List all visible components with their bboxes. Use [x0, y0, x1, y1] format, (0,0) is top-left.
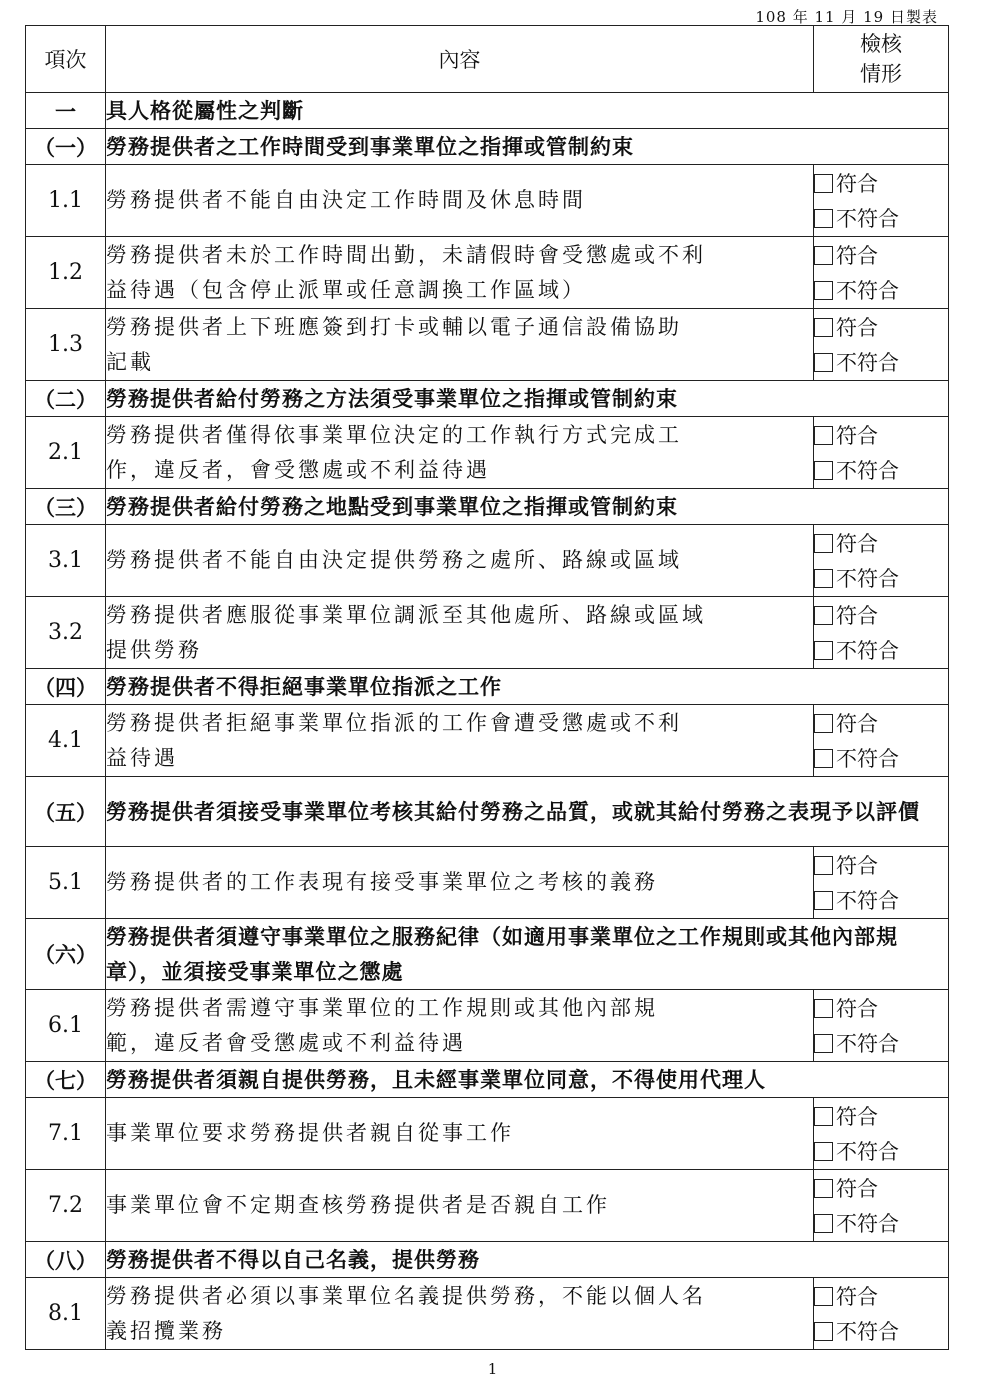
checkbox-nonconform-option[interactable]: [814, 561, 948, 596]
item-number: 6.1: [26, 990, 106, 1062]
check-cell: [814, 165, 949, 237]
item-row: [26, 165, 949, 237]
checkbox-nonconform-option[interactable]: [814, 453, 948, 488]
section-title: 勞務提供者給付勞務之方法須受事業單位之指揮或管制約束: [106, 381, 949, 417]
checkbox-conform-label: 符合: [836, 1177, 878, 1201]
table-header-row: [26, 26, 949, 93]
item-text-line: 勞務提供者必須以事業單位名義提供勞務，不能以個人名: [106, 1283, 706, 1308]
item-number: 1.3: [26, 309, 106, 381]
item-text-line: 勞務提供者應服從事業單位調派至其他處所、路線或區域: [106, 602, 706, 627]
checkbox-nonconform-option[interactable]: [814, 1206, 948, 1241]
checkbox-nonconform[interactable]: [814, 1034, 833, 1053]
checkbox-conform-option[interactable]: [814, 848, 948, 883]
checkbox-nonconform-label: 不符合: [836, 889, 899, 913]
checkbox-conform[interactable]: [814, 534, 833, 553]
section-row: [26, 669, 949, 705]
item-text-line: 益待遇: [106, 745, 178, 770]
checkbox-conform-label: 符合: [836, 997, 878, 1021]
section-number: （一）: [26, 129, 106, 165]
section-number: （六）: [26, 919, 106, 990]
checkbox-conform[interactable]: [814, 1287, 833, 1306]
checkbox-nonconform-option[interactable]: [814, 741, 948, 776]
item-number: 8.1: [26, 1278, 106, 1350]
item-text-line: 勞務提供者不能自由決定提供勞務之處所、路線或區域: [106, 548, 682, 572]
item-row: [26, 990, 949, 1062]
checkbox-nonconform-label: 不符合: [836, 459, 899, 483]
checkbox-nonconform[interactable]: [814, 1214, 833, 1233]
section-number: 一: [26, 93, 106, 129]
section-number: （三）: [26, 489, 106, 525]
checkbox-conform-option[interactable]: [814, 598, 948, 633]
item-text-line: 事業單位會不定期查核勞務提供者是否親自工作: [106, 1193, 610, 1217]
item-text: [106, 309, 814, 381]
checkbox-conform-label: 符合: [836, 1105, 878, 1129]
item-row: [26, 847, 949, 919]
item-row: [26, 1278, 949, 1350]
item-text-line: 勞務提供者需遵守事業單位的工作規則或其他內部規: [106, 995, 658, 1020]
item-text-line: 益待遇（包含停止派單或任意調換工作區域）: [106, 277, 586, 302]
checkbox-nonconform-label: 不符合: [836, 1032, 899, 1056]
check-cell: [814, 1278, 949, 1350]
page-number: 1: [487, 1360, 498, 1378]
checkbox-nonconform[interactable]: [814, 353, 833, 372]
section-row: [26, 489, 949, 525]
checkbox-nonconform-label: 不符合: [836, 1320, 899, 1344]
checkbox-conform-label: 符合: [836, 172, 878, 196]
checkbox-conform-label: 符合: [836, 712, 878, 736]
checkbox-conform-option[interactable]: [814, 991, 948, 1026]
check-cell: [814, 309, 949, 381]
item-text: [106, 847, 814, 919]
header-content: 內容: [106, 26, 814, 93]
section-title: 勞務提供者須遵守事業單位之服務紀律（如適用事業單位之工作規則或其他內部規章），並須接受事業單位之懲處: [106, 919, 949, 990]
section-row: [26, 129, 949, 165]
item-number: 3.2: [26, 597, 106, 669]
checkbox-nonconform-label: 不符合: [836, 1140, 899, 1164]
header-check-line2: 情形: [860, 62, 902, 86]
checkbox-nonconform-label: 不符合: [836, 747, 899, 771]
item-text: [106, 1098, 814, 1170]
checkbox-conform-label: 符合: [836, 1285, 878, 1309]
checkbox-nonconform-option[interactable]: [814, 1134, 948, 1169]
checkbox-conform[interactable]: [814, 1107, 833, 1126]
check-cell: [814, 1170, 949, 1242]
section-title: 勞務提供者須親自提供勞務，且未經事業單位同意，不得使用代理人: [106, 1062, 949, 1098]
checkbox-conform-label: 符合: [836, 854, 878, 878]
item-text-line: 記載: [106, 349, 154, 374]
checkbox-conform-option[interactable]: [814, 310, 948, 345]
checkbox-nonconform[interactable]: [814, 749, 833, 768]
header-check-status: [814, 26, 949, 93]
item-text-line: 勞務提供者的工作表現有接受事業單位之考核的義務: [106, 870, 658, 894]
section-number: （七）: [26, 1062, 106, 1098]
section-row: [26, 919, 949, 990]
item-text: [106, 417, 814, 489]
section-title: 具人格從屬性之判斷: [106, 93, 949, 129]
checkbox-nonconform[interactable]: [814, 1142, 833, 1161]
checkbox-nonconform-option[interactable]: [814, 1026, 948, 1061]
check-cell: [814, 847, 949, 919]
item-text: [106, 705, 814, 777]
section-row: [26, 1242, 949, 1278]
checkbox-nonconform[interactable]: [814, 891, 833, 910]
section-title: 勞務提供者不得以自己名義，提供勞務: [106, 1242, 949, 1278]
checkbox-conform-label: 符合: [836, 244, 878, 268]
section-title: 勞務提供者須接受事業單位考核其給付勞務之品質，或就其給付勞務之表現予以評價: [106, 777, 949, 847]
checkbox-nonconform-option[interactable]: [814, 273, 948, 308]
checkbox-nonconform-label: 不符合: [836, 207, 899, 231]
item-text: [106, 1170, 814, 1242]
section-row: [26, 381, 949, 417]
header-item-no: 項次: [26, 26, 106, 93]
checkbox-conform[interactable]: [814, 856, 833, 875]
checkbox-conform-option[interactable]: [814, 166, 948, 201]
checkbox-conform[interactable]: [814, 714, 833, 733]
header-check-line1: 檢核: [860, 32, 902, 56]
checkbox-conform[interactable]: [814, 246, 833, 265]
check-cell: [814, 525, 949, 597]
item-row: [26, 597, 949, 669]
checkbox-nonconform-label: 不符合: [836, 639, 899, 663]
item-row: [26, 237, 949, 309]
item-number: 4.1: [26, 705, 106, 777]
checkbox-nonconform[interactable]: [814, 569, 833, 588]
section-row: [26, 93, 949, 129]
item-number: 1.2: [26, 237, 106, 309]
item-text-line: 勞務提供者上下班應簽到打卡或輔以電子通信設備協助: [106, 314, 682, 339]
check-cell: [814, 237, 949, 309]
checkbox-nonconform[interactable]: [814, 209, 833, 228]
checkbox-conform-label: 符合: [836, 316, 878, 340]
item-text: [106, 1278, 814, 1350]
item-row: [26, 417, 949, 489]
date-note: 108 年 11 月 19 日製表: [755, 8, 938, 26]
item-row: [26, 705, 949, 777]
checkbox-conform[interactable]: [814, 999, 833, 1018]
section-number: （四）: [26, 669, 106, 705]
item-row: [26, 309, 949, 381]
item-number: 3.1: [26, 525, 106, 597]
checkbox-conform[interactable]: [814, 318, 833, 337]
checkbox-conform-option[interactable]: [814, 418, 948, 453]
section-title: 勞務提供者之工作時間受到事業單位之指揮或管制約束: [106, 129, 949, 165]
checkbox-nonconform-label: 不符合: [836, 567, 899, 591]
checkbox-conform-option[interactable]: [814, 706, 948, 741]
checkbox-conform-option[interactable]: [814, 238, 948, 273]
item-text-line: 事業單位要求勞務提供者親自從事工作: [106, 1121, 514, 1145]
check-cell: [814, 1098, 949, 1170]
item-number: 7.2: [26, 1170, 106, 1242]
item-text: [106, 525, 814, 597]
section-row: [26, 1062, 949, 1098]
item-number: 1.1: [26, 165, 106, 237]
checkbox-nonconform[interactable]: [814, 1322, 833, 1341]
section-number: （二）: [26, 381, 106, 417]
section-title: 勞務提供者給付勞務之地點受到事業單位之指揮或管制約束: [106, 489, 949, 525]
item-text: [106, 990, 814, 1062]
checkbox-conform-option[interactable]: [814, 1279, 948, 1314]
item-number: 7.1: [26, 1098, 106, 1170]
section-number: （八）: [26, 1242, 106, 1278]
section-row: [26, 777, 949, 847]
checkbox-nonconform-option[interactable]: [814, 633, 948, 668]
section-number: （五）: [26, 777, 106, 847]
item-text-line: 提供勞務: [106, 637, 202, 662]
item-number: 2.1: [26, 417, 106, 489]
checkbox-conform[interactable]: [814, 1179, 833, 1198]
item-text-line: 勞務提供者僅得依事業單位決定的工作執行方式完成工: [106, 422, 682, 447]
checkbox-nonconform-label: 不符合: [836, 351, 899, 375]
checkbox-nonconform-label: 不符合: [836, 279, 899, 303]
item-number: 5.1: [26, 847, 106, 919]
check-cell: [814, 990, 949, 1062]
check-cell: [814, 417, 949, 489]
item-text-line: 範，違反者會受懲處或不利益待遇: [106, 1030, 466, 1055]
checkbox-conform-option[interactable]: [814, 1171, 948, 1206]
checkbox-conform-label: 符合: [836, 532, 878, 556]
item-row: [26, 525, 949, 597]
checkbox-nonconform[interactable]: [814, 281, 833, 300]
item-row: [26, 1170, 949, 1242]
checkbox-conform-option[interactable]: [814, 1099, 948, 1134]
checkbox-conform-label: 符合: [836, 424, 878, 448]
checkbox-conform-label: 符合: [836, 604, 878, 628]
checkbox-conform[interactable]: [814, 426, 833, 445]
checkbox-nonconform-option[interactable]: [814, 1314, 948, 1349]
section-title: 勞務提供者不得拒絕事業單位指派之工作: [106, 669, 949, 705]
checkbox-nonconform-option[interactable]: [814, 883, 948, 918]
check-cell: [814, 705, 949, 777]
checklist-table: [25, 25, 949, 1350]
check-cell: [814, 597, 949, 669]
item-text-line: 義招攬業務: [106, 1318, 226, 1343]
checkbox-conform[interactable]: [814, 606, 833, 625]
checkbox-conform[interactable]: [814, 174, 833, 193]
item-text: [106, 165, 814, 237]
checkbox-nonconform[interactable]: [814, 641, 833, 660]
item-text: [106, 237, 814, 309]
checkbox-nonconform-label: 不符合: [836, 1212, 899, 1236]
item-text: [106, 597, 814, 669]
checkbox-nonconform-option[interactable]: [814, 345, 948, 380]
checkbox-nonconform[interactable]: [814, 461, 833, 480]
checkbox-conform-option[interactable]: [814, 526, 948, 561]
item-text-line: 作，違反者，會受懲處或不利益待遇: [106, 457, 490, 482]
checkbox-nonconform-option[interactable]: [814, 201, 948, 236]
item-text-line: 勞務提供者未於工作時間出勤，未請假時會受懲處或不利: [106, 242, 706, 267]
item-text-line: 勞務提供者不能自由決定工作時間及休息時間: [106, 188, 586, 212]
item-row: [26, 1098, 949, 1170]
item-text-line: 勞務提供者拒絕事業單位指派的工作會遭受懲處或不利: [106, 710, 682, 735]
